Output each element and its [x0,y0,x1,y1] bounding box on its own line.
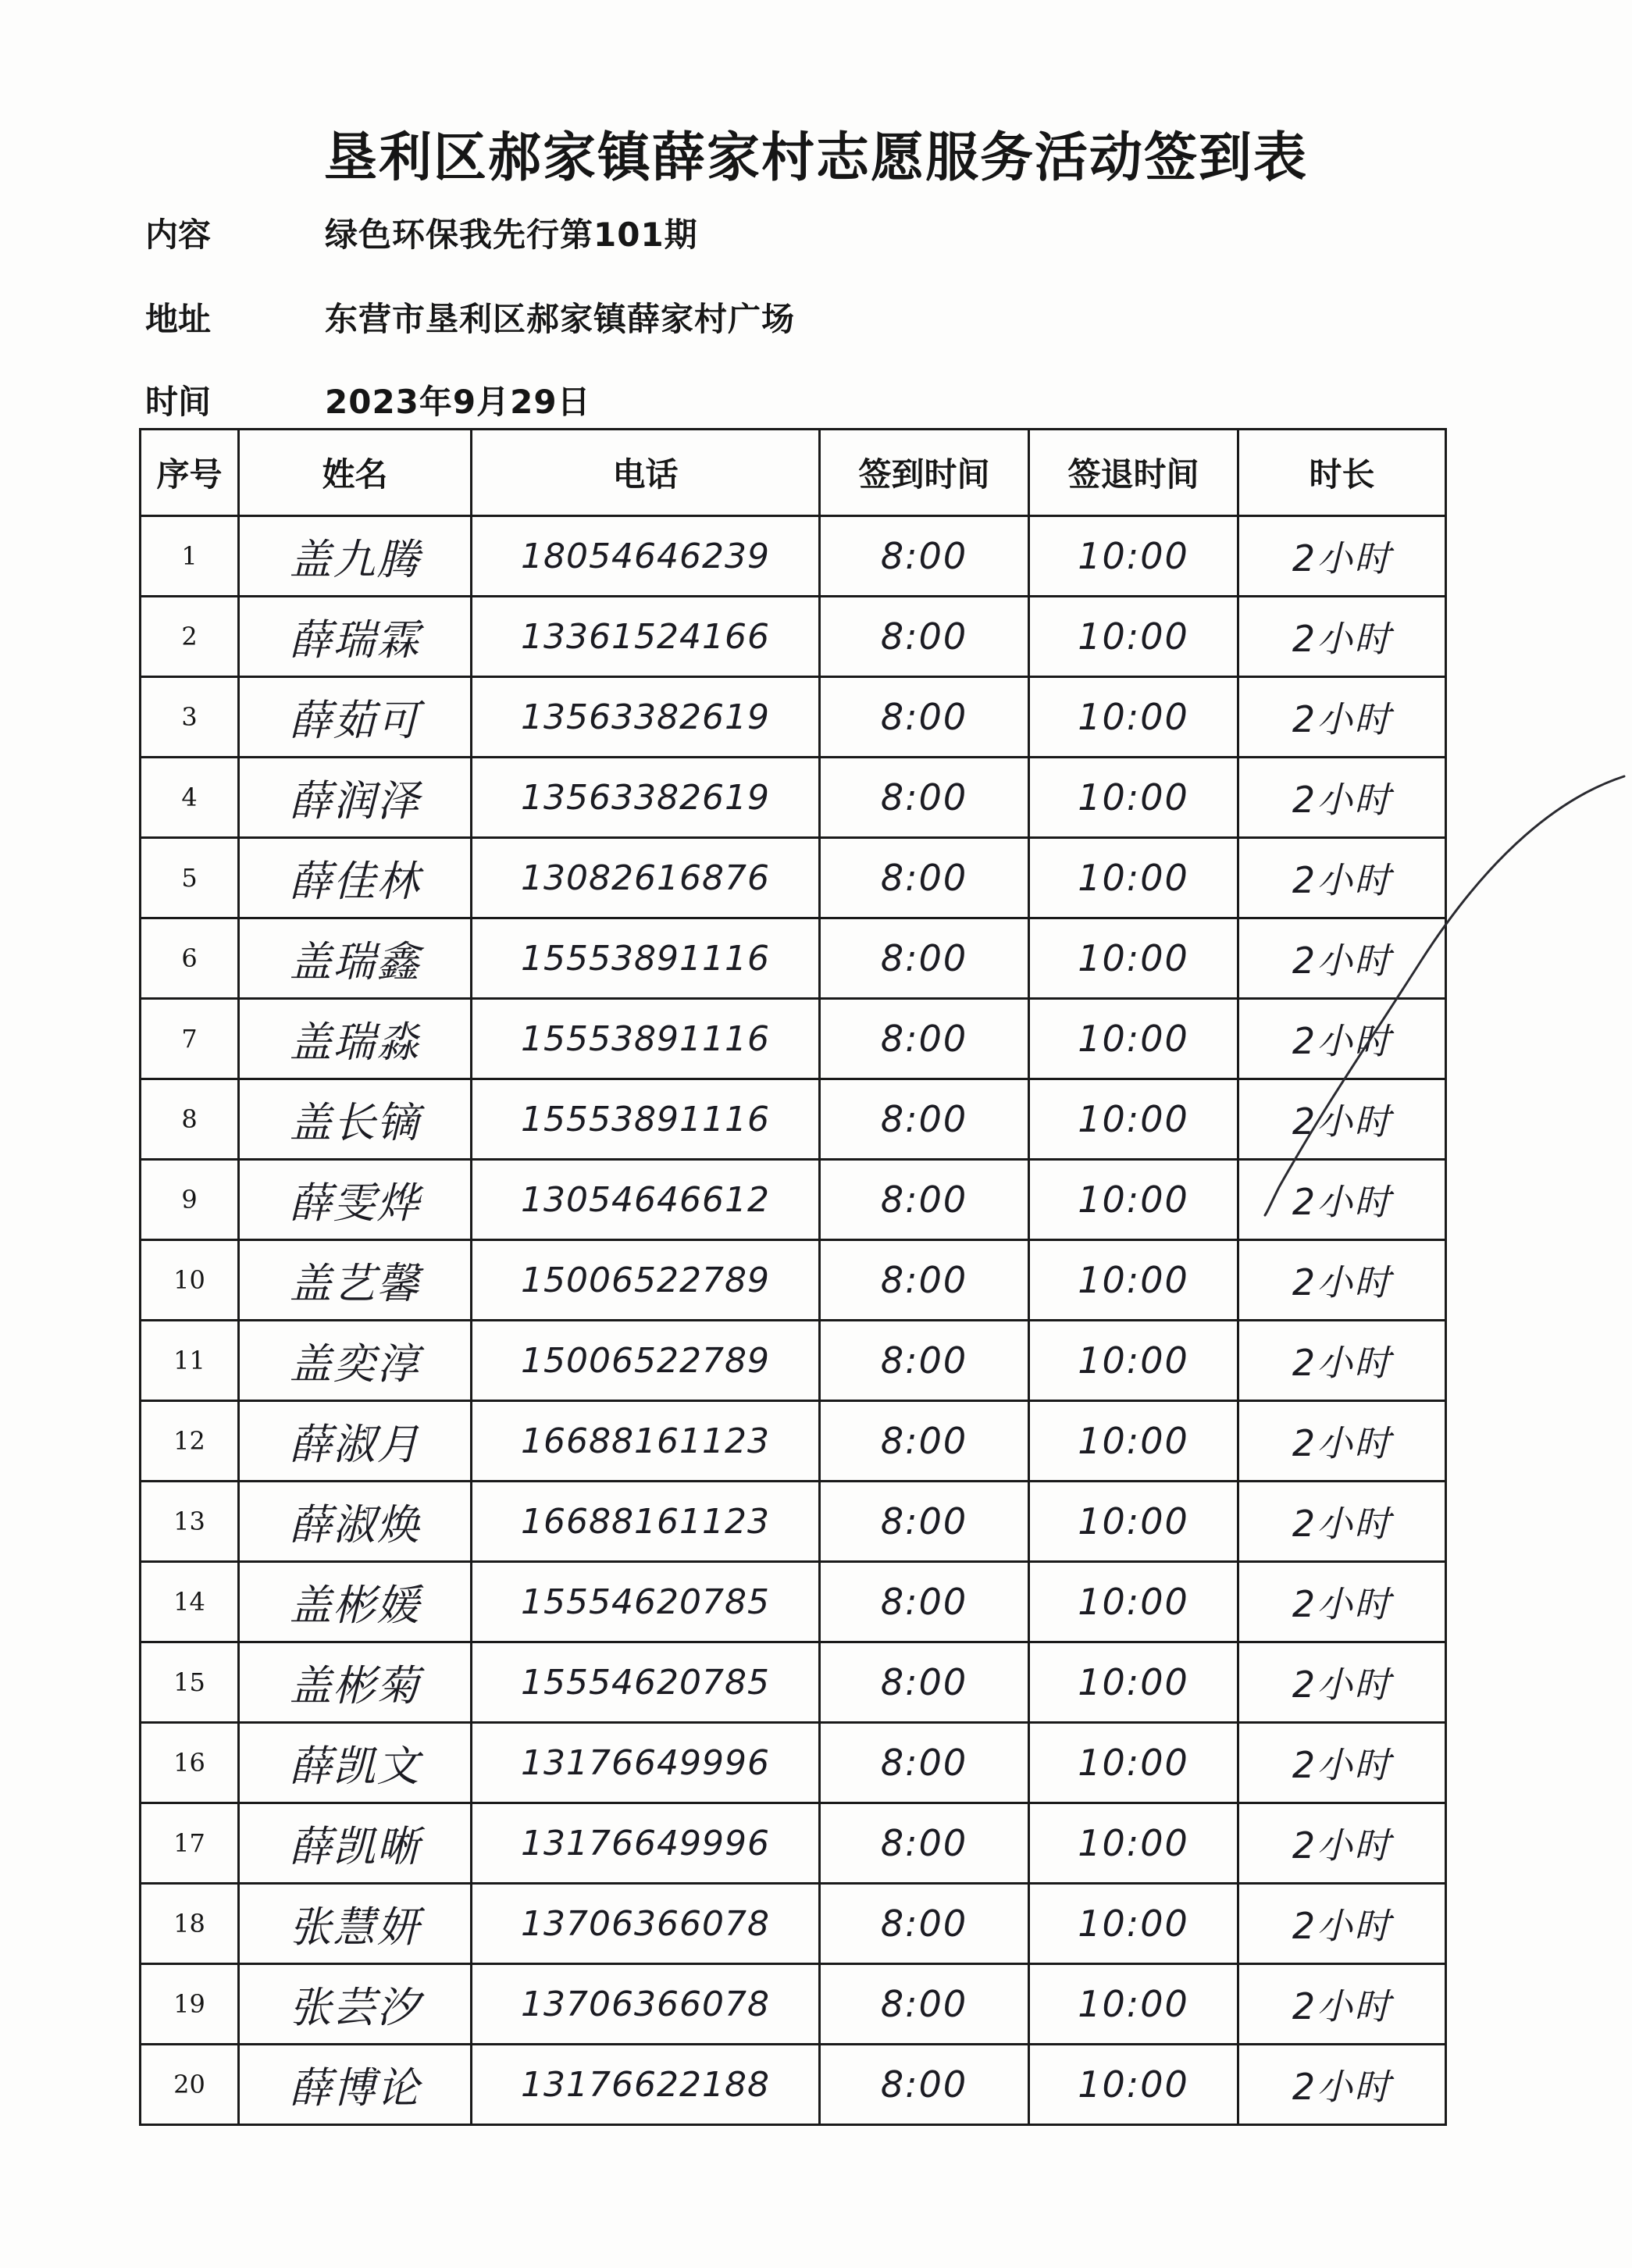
cell-signout-time: 10:00 [1029,1562,1238,1642]
cell-name: 盖艺馨 [239,1240,472,1321]
cell-phone: 15554620785 [472,1642,820,1723]
cell-signin-time: 8:00 [820,1562,1029,1642]
cell-signin-time: 8:00 [820,918,1029,999]
cell-name: 薛淑焕 [239,1482,472,1562]
cell-duration: 2小时 [1238,999,1446,1079]
cell-signout-time: 10:00 [1029,838,1238,918]
cell-signout-time: 10:00 [1029,1884,1238,1964]
cell-index: 11 [141,1321,239,1401]
cell-signin-time: 8:00 [820,1803,1029,1884]
cell-name: 薛瑞霖 [239,597,472,677]
header-name: 姓名 [239,430,472,516]
table-row [141,597,1446,677]
cell-signin-time: 8:00 [820,1321,1029,1401]
cell-duration: 2小时 [1238,1160,1446,1240]
cell-name: 薛淑月 [239,1401,472,1482]
header-row [141,430,1446,516]
table-row [141,1803,1446,1884]
cell-index: 6 [141,918,239,999]
cell-index: 7 [141,999,239,1079]
cell-phone: 13176649996 [472,1723,820,1803]
cell-signin-time: 8:00 [820,1079,1029,1160]
cell-signout-time: 10:00 [1029,2045,1238,2125]
cell-phone: 15006522789 [472,1240,820,1321]
cell-index: 9 [141,1160,239,1240]
cell-duration: 2小时 [1238,1964,1446,2045]
cell-name: 盖彬媛 [239,1562,472,1642]
cell-signin-time: 8:00 [820,597,1029,677]
cell-signin-time: 8:00 [820,677,1029,758]
cell-phone: 13176622188 [472,2045,820,2125]
table-row [141,1642,1446,1723]
cell-index: 15 [141,1642,239,1723]
cell-duration: 2小时 [1238,1240,1446,1321]
cell-signout-time: 10:00 [1029,918,1238,999]
cell-name: 薛凯文 [239,1723,472,1803]
cell-name: 薛凯晰 [239,1803,472,1884]
cell-phone: 16688161123 [472,1482,820,1562]
cell-signout-time: 10:00 [1029,1964,1238,2045]
cell-duration: 2小时 [1238,1401,1446,1482]
cell-phone: 13563382619 [472,758,820,838]
cell-signin-time: 8:00 [820,1401,1029,1482]
cell-phone: 13563382619 [472,677,820,758]
time-value: 2023年9月29日 [325,383,591,421]
cell-phone: 13054646612 [472,1160,820,1240]
cell-duration: 2小时 [1238,1803,1446,1884]
cell-index: 20 [141,2045,239,2125]
cell-signin-time: 8:00 [820,1160,1029,1240]
cell-index: 16 [141,1723,239,1803]
cell-signout-time: 10:00 [1029,1401,1238,1482]
cell-index: 8 [141,1079,239,1160]
cell-signin-time: 8:00 [820,758,1029,838]
address-value: 东营市垦利区郝家镇薛家村广场 [325,300,796,338]
cell-duration: 2小时 [1238,1723,1446,1803]
cell-signin-time: 8:00 [820,2045,1029,2125]
cell-name: 薛茹可 [239,677,472,758]
cell-signout-time: 10:00 [1029,1723,1238,1803]
cell-signin-time: 8:00 [820,1723,1029,1803]
table-row [141,1964,1446,2045]
table-row [141,1562,1446,1642]
cell-phone: 13082616876 [472,838,820,918]
cell-duration: 2小时 [1238,1884,1446,1964]
cell-signout-time: 10:00 [1029,999,1238,1079]
cell-phone: 15553891116 [472,999,820,1079]
cell-signout-time: 10:00 [1029,1642,1238,1723]
cell-signout-time: 10:00 [1029,1160,1238,1240]
cell-name: 盖瑞鑫 [239,918,472,999]
cell-duration: 2小时 [1238,597,1446,677]
address-row [145,294,795,341]
cell-index: 18 [141,1884,239,1964]
cell-phone: 13706366078 [472,1884,820,1964]
cell-signout-time: 10:00 [1029,1321,1238,1401]
time-label: 时间 [145,383,212,421]
table-row [141,2045,1446,2125]
cell-signin-time: 8:00 [820,1240,1029,1321]
cell-index: 2 [141,597,239,677]
cell-signout-time: 10:00 [1029,1240,1238,1321]
cell-name: 盖奕淳 [239,1321,472,1401]
cell-signin-time: 8:00 [820,516,1029,597]
cell-duration: 2小时 [1238,1562,1446,1642]
cell-duration: 2小时 [1238,1321,1446,1401]
cell-name: 薛雯烨 [239,1160,472,1240]
header-duration: 时长 [1238,430,1446,516]
cell-signin-time: 8:00 [820,1482,1029,1562]
table-row [141,1240,1446,1321]
cell-name: 张芸汐 [239,1964,472,2045]
cell-signout-time: 10:00 [1029,597,1238,677]
cell-phone: 13706366078 [472,1964,820,2045]
cell-name: 薛博论 [239,2045,472,2125]
cell-name: 盖九腾 [239,516,472,597]
cell-index: 12 [141,1401,239,1482]
cell-signin-time: 8:00 [820,999,1029,1079]
cell-signin-time: 8:00 [820,1642,1029,1723]
header-phone: 电话 [472,430,820,516]
cell-index: 19 [141,1964,239,2045]
cell-signin-time: 8:00 [820,1884,1029,1964]
signin-table [139,428,1447,2126]
cell-signout-time: 10:00 [1029,1803,1238,1884]
cell-name: 盖瑞淼 [239,999,472,1079]
cell-index: 14 [141,1562,239,1642]
header-signout-time: 签退时间 [1029,430,1238,516]
cell-duration: 2小时 [1238,1482,1446,1562]
cell-duration: 2小时 [1238,2045,1446,2125]
cell-duration: 2小时 [1238,838,1446,918]
content-row [145,209,698,256]
table-row [141,677,1446,758]
cell-phone: 16688161123 [472,1401,820,1482]
cell-index: 10 [141,1240,239,1321]
cell-name: 薛润泽 [239,758,472,838]
content-value: 绿色环保我先行第101期 [325,216,698,254]
page-title: 垦利区郝家镇薛家村志愿服务活动签到表 [323,127,1308,189]
cell-duration: 2小时 [1238,758,1446,838]
cell-phone: 15554620785 [472,1562,820,1642]
cell-index: 13 [141,1482,239,1562]
cell-name: 盖彬菊 [239,1642,472,1723]
table-row [141,1482,1446,1562]
cell-index: 5 [141,838,239,918]
cell-index: 1 [141,516,239,597]
table-row [141,1321,1446,1401]
pen-stroke [1234,765,1632,1218]
cell-phone: 13361524166 [472,597,820,677]
cell-duration: 2小时 [1238,1079,1446,1160]
cell-signout-time: 10:00 [1029,1482,1238,1562]
table-row [141,1723,1446,1803]
cell-duration: 2小时 [1238,1642,1446,1723]
cell-signout-time: 10:00 [1029,516,1238,597]
cell-name: 盖长镝 [239,1079,472,1160]
cell-index: 17 [141,1803,239,1884]
cell-index: 3 [141,677,239,758]
time-row [145,376,591,423]
cell-signout-time: 10:00 [1029,677,1238,758]
cell-signin-time: 8:00 [820,1964,1029,2045]
cell-duration: 2小时 [1238,918,1446,999]
cell-index: 4 [141,758,239,838]
cell-signout-time: 10:00 [1029,758,1238,838]
cell-signout-time: 10:00 [1029,1079,1238,1160]
header-signin-time: 签到时间 [820,430,1029,516]
table-row [141,516,1446,597]
cell-phone: 15006522789 [472,1321,820,1401]
cell-duration: 2小时 [1238,516,1446,597]
cell-name: 张慧妍 [239,1884,472,1964]
cell-phone: 15553891116 [472,918,820,999]
cell-duration: 2小时 [1238,677,1446,758]
header-index: 序号 [141,430,239,516]
cell-name: 薛佳林 [239,838,472,918]
cell-phone: 13176649996 [472,1803,820,1884]
cell-phone: 15553891116 [472,1079,820,1160]
content-label: 内容 [145,216,212,254]
table-row [141,1401,1446,1482]
cell-phone: 18054646239 [472,516,820,597]
table-row [141,1884,1446,1964]
cell-signin-time: 8:00 [820,838,1029,918]
address-label: 地址 [145,300,212,338]
